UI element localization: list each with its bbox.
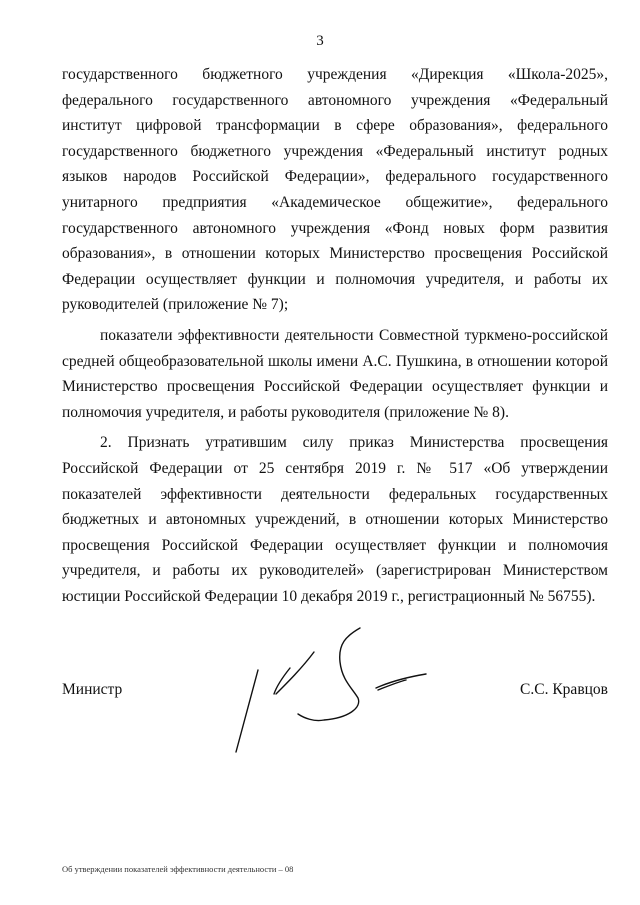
paragraph-1: государственного бюджетного учреждения «Дирекция «Школа-2025», федерального государственного автономного учреждения «Федеральный институт цифровой трансформации в сфере образования», федерального государственного бюджетного учреждения «Федеральный институт родных языков народов Российской Федерации», федерального государственного унитарного предприятия «Академическое общежитие», федерального государственного автономного учреждения «Фонд новых форм развития образования», в отношении которых Министерство просвещения Российской Федерации осуществляет функции и полномочия учредителя, и работы их руководителей (приложение № 7);	[62, 66, 608, 314]
signer-name: С.С. Кравцов	[520, 681, 608, 698]
footer-note: Об утверждении показателей эффективности деятельности – 08	[62, 864, 294, 874]
page-number: 3	[316, 33, 324, 49]
paragraph-3: 2. Признать утратившим силу приказ Министерства просвещения Российской Федерации от 25 сентября 2019 г. № 517 «Об утверждении показателей эффективности деятельности федеральных государственных бюджетных и автономных учреждений, в отношении которых Министерство просвещения Российской Федерации осуществляет функции и полномочия учредителя, и работы их руководителей» (зарегистрирован Министерством юстиции Российской Федерации 10 декабря 2019 г., регистрационный № 56755).	[62, 434, 608, 605]
paragraph-2: показатели эффективности деятельности Совместной туркмено-российской средней общеобразовательной школы имени А.С. Пушкина, в отношении которой Министерство просвещения Российской Федерации осуществляет функции и полномочия учредителя, и работы руководителя (приложение № 8).	[62, 326, 608, 421]
handwritten-signature	[228, 622, 428, 762]
document-body	[62, 62, 608, 609]
position-title: Министр	[62, 681, 123, 698]
